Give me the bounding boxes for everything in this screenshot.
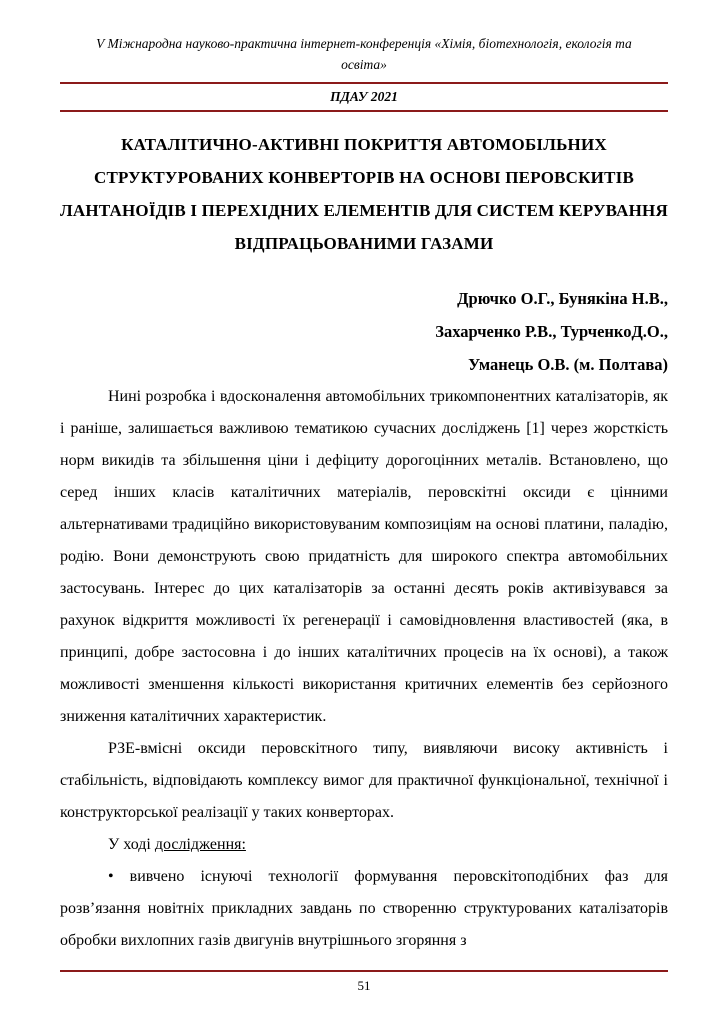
authors-block <box>60 282 668 381</box>
header-divider-bottom <box>60 110 668 112</box>
author-line: Уманець О.В. (м. Полтава) <box>468 355 668 375</box>
paragraph: РЗЕ-вмісні оксиди перовскітного типу, виявляючи високу активність і стабільність, відповідають комплексу вимог для практичної функціональної, технічної і конструкторської реалізації у таких конверторах. <box>60 740 668 822</box>
page-number: 51 <box>357 978 371 993</box>
conference-title: V Міжнародна науково-практична інтернет-конференція «Хімія, біотехнологія, екологія та освіта» <box>96 36 632 72</box>
article-title: КАТАЛІТИЧНО-АКТИВНІ ПОКРИТТЯ АВТОМОБІЛЬНИХ СТРУКТУРОВАНИХ КОНВЕРТОРІВ НА ОСНОВІ ПЕРОВСКИТІВ ЛАНТАНОЇДІВ І ПЕРЕХІДНИХ ЕЛЕМЕНТІВ ДЛЯ СИСТЕМ КЕРУВАННЯ ВІДПРАЦЬОВАНИМИ ГАЗАМИ <box>60 134 668 254</box>
section-heading <box>60 829 668 861</box>
header-subtitle: ПДАУ 2021 <box>330 88 398 104</box>
section-heading-underlined: дослідження: <box>154 836 246 854</box>
author-line: Захарченко Р.В., ТурченкоД.О., <box>435 322 668 342</box>
page-footer <box>60 970 668 994</box>
footer-divider <box>60 970 668 972</box>
bullet-paragraph: • вивчено існуючі технології формування перовскітоподібних фаз для розв’язання новітніх прикладних завдань по створенню структурованих каталізаторів обробки вихлопних газів двигунів внутрішнього згоряння з <box>60 868 668 950</box>
section-heading-lead: У ході <box>108 836 155 854</box>
author-line: Дрючко О.Г., Бунякіна Н.В., <box>457 289 668 309</box>
paragraph: Нині розробка і вдосконалення автомобільних трикомпонентних каталізаторів, як і раніше, залишається важливою тематикою сучасних досліджень [1] через жорсткість норм викидів та збільшення ціни і дефіциту дорогоцінних металів. Встановлено, що серед інших класів каталітичних матеріалів, перовскітні оксиди є цінними альтернативами традиційно використовуваним композиціям на основі платини, паладію, родію. Вони демонструють свою придатність для широкого спектра автомобільних застосувань. Інтерес до цих каталізаторів за останні десять років активізувався за рахунок відкриття можливості їх регенерації і самовідновлення властивостей (яка, в принципі, добре застосовна і до інших каталітичних процесів на їх основі), а також можливості зменшення кількості використання критичних елементів без серйозного зниження каталітичних характеристик. <box>60 388 668 726</box>
page-header <box>60 30 668 112</box>
